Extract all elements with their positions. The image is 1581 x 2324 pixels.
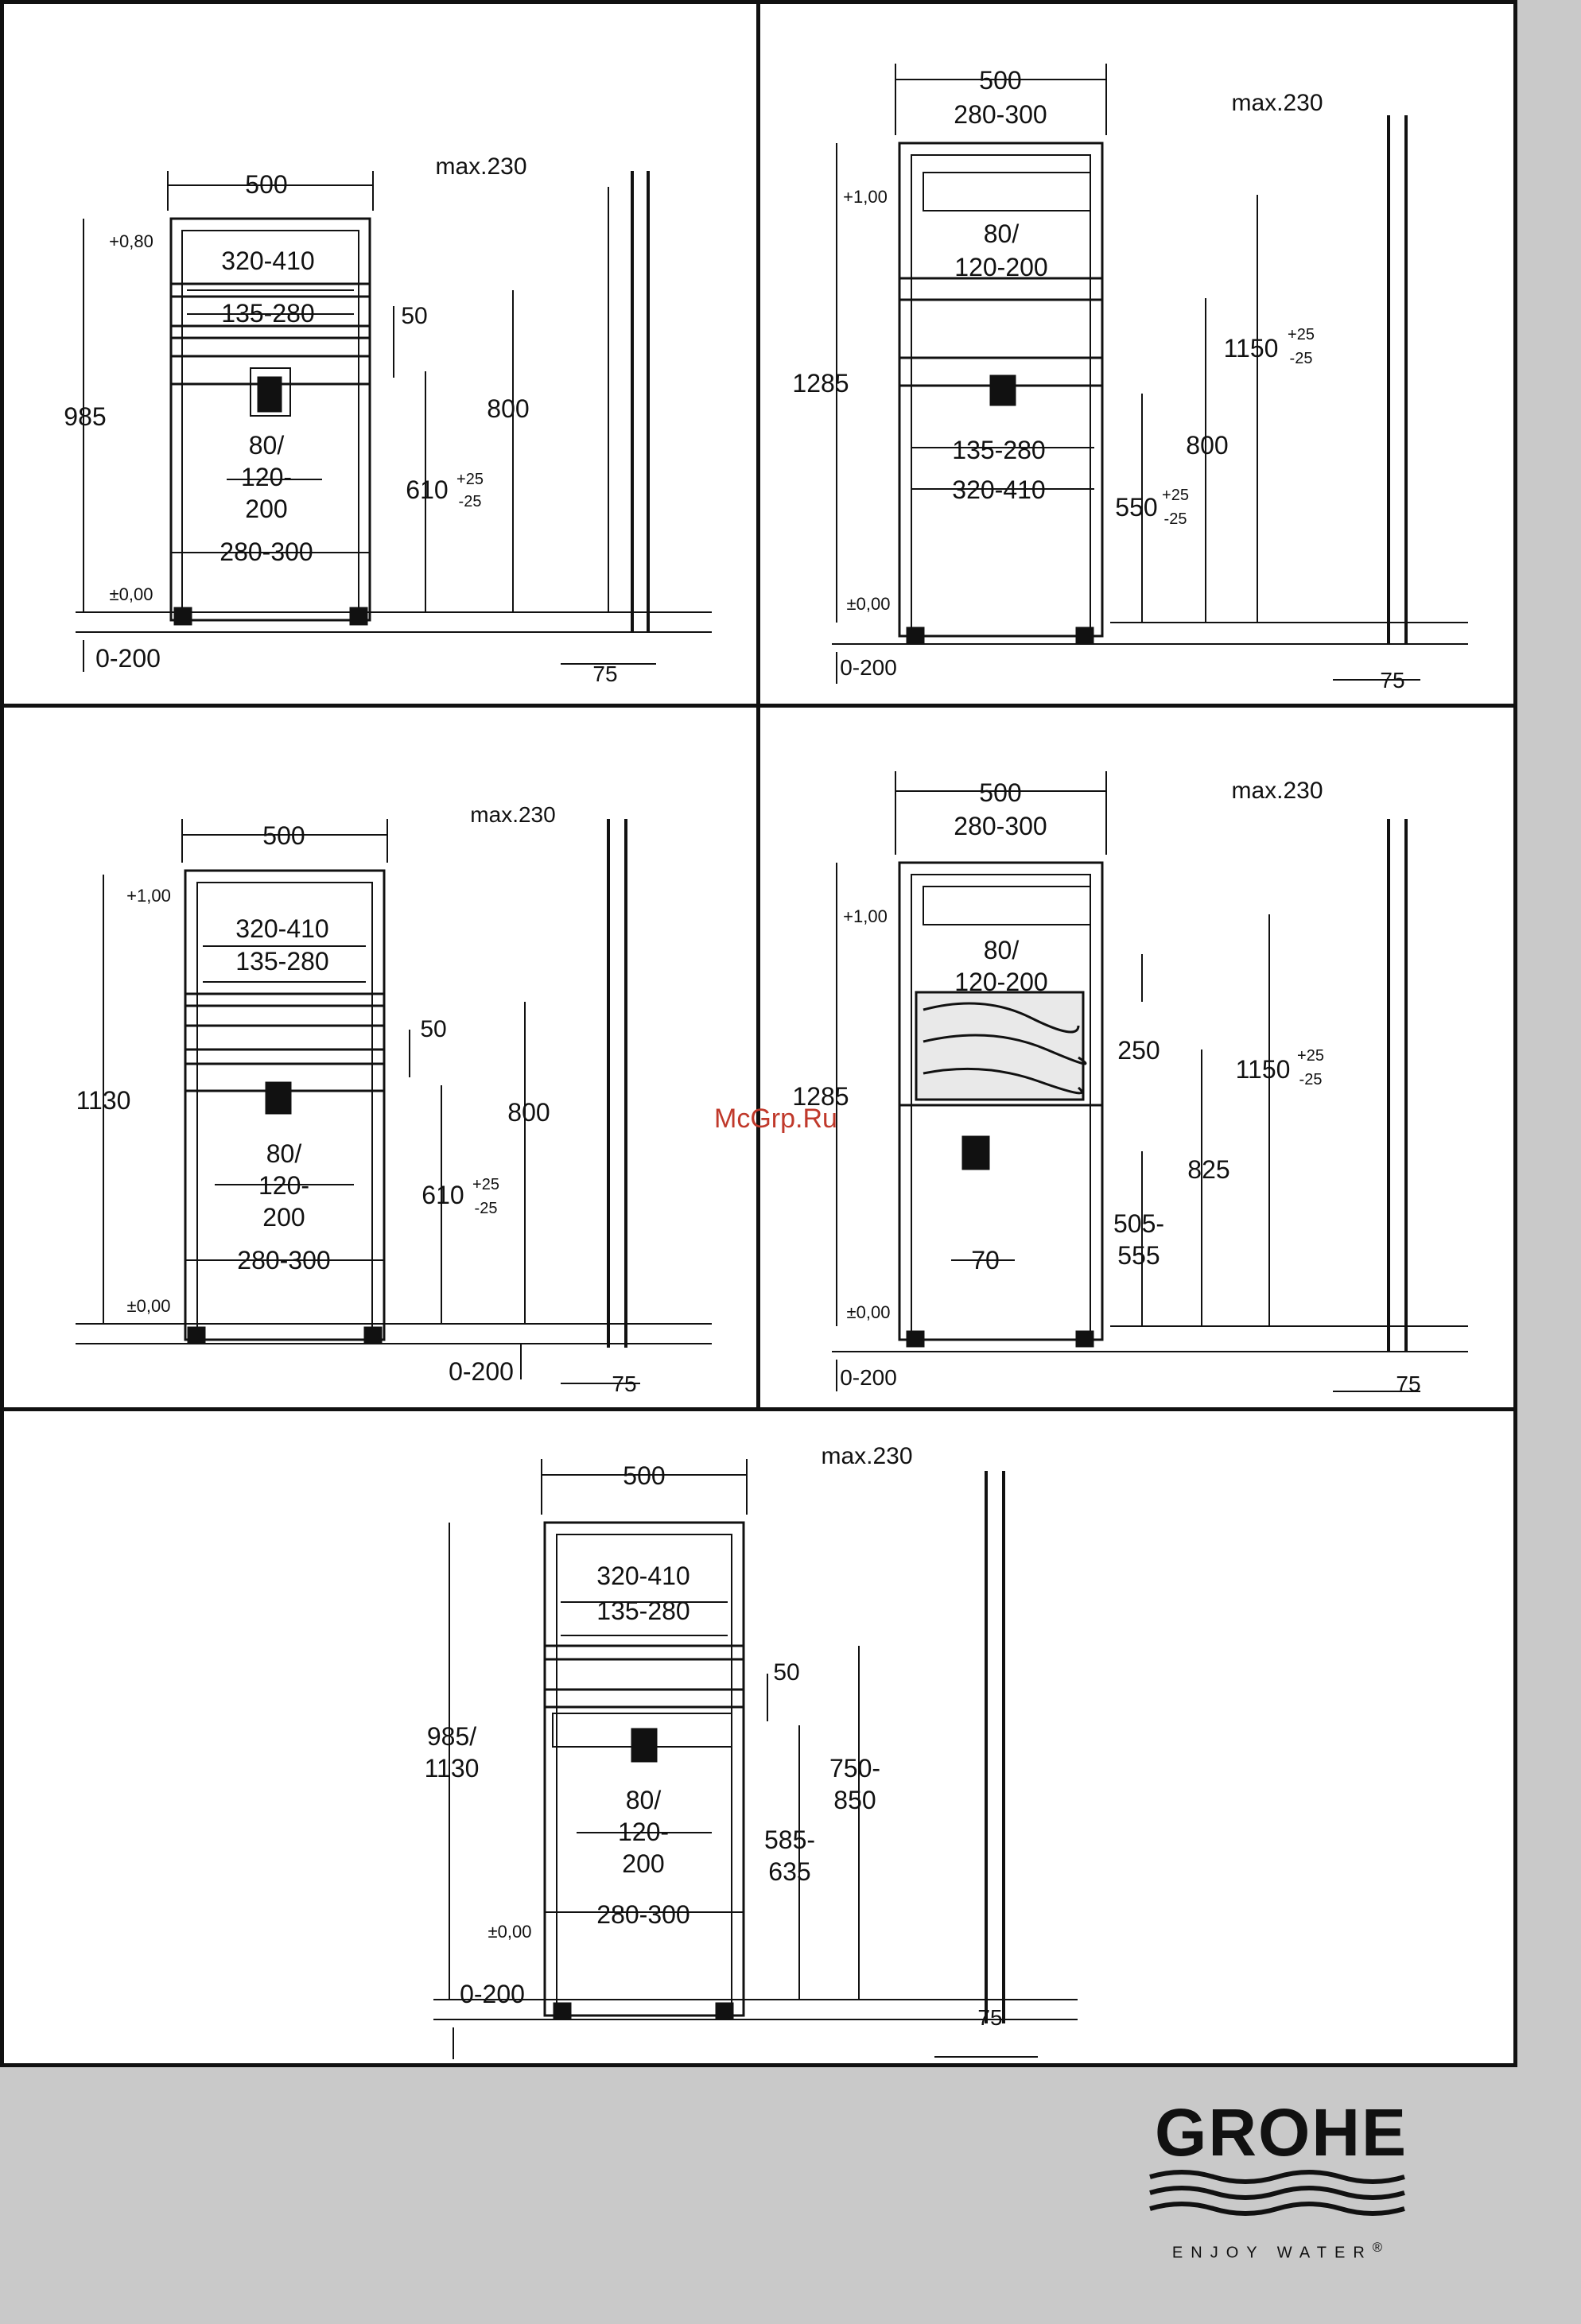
dim-floor-adjust: 0-200: [840, 655, 897, 680]
dim-frame-width: 500: [262, 821, 305, 850]
tol-plus: +25: [472, 1176, 499, 1193]
dim-offset-50: 50: [420, 1016, 447, 1042]
dim-connection-1: 80/: [983, 219, 1020, 248]
dim-max-depth: max.230: [1231, 778, 1323, 804]
panel-d: [756, 704, 1517, 1411]
tol-minus: -25: [1299, 1071, 1323, 1088]
dim-height-750-a: 750-: [829, 1754, 881, 1783]
brand-tagline-row: [1134, 2240, 1428, 2263]
dim-frame-width: 500: [979, 66, 1022, 95]
tol-minus: -25: [474, 1200, 498, 1217]
dim-upper-spacing: 135-280: [596, 1597, 690, 1625]
dim-offset-50: 50: [401, 303, 428, 329]
level-top: +1,00: [843, 187, 888, 207]
tol-plus: +25: [1297, 1047, 1324, 1065]
frame-drawing-a: [4, 4, 760, 708]
dim-floor-adjust: 0-200: [95, 644, 161, 673]
level-zero: ±0,00: [126, 1296, 171, 1316]
tol-plus-1150: +25: [1288, 326, 1315, 343]
dim-frame-width: 500: [623, 1461, 666, 1490]
dim-depth-75: 75: [1396, 1372, 1421, 1396]
dim-total-height-b: 1130: [424, 1754, 480, 1783]
level-top: +1,00: [126, 886, 171, 906]
tol-minus-1150: -25: [1289, 350, 1313, 367]
dim-height-610: 610: [421, 1181, 464, 1209]
tol-plus-550: +25: [1162, 487, 1189, 504]
dim-foot-width: 280-300: [219, 537, 313, 566]
dim-connection-2: 120-200: [954, 968, 1048, 996]
dim-height-800: 800: [1186, 431, 1229, 460]
dim-total-height: 985: [64, 402, 107, 431]
dim-height-585-b: 635: [768, 1857, 811, 1886]
dim-height-1150: 1150: [1235, 1055, 1291, 1084]
frame-drawing-b: [760, 4, 1517, 708]
level-zero: ±0,00: [109, 584, 153, 604]
registered-mark: ®: [1372, 2240, 1391, 2255]
dim-height-825: 825: [1187, 1155, 1230, 1184]
dim-inner-width: 280-300: [954, 100, 1047, 129]
dim-height-550: 550: [1115, 493, 1158, 522]
level-zero: ±0,00: [846, 594, 891, 614]
dim-depth-75: 75: [1380, 668, 1405, 693]
panel-e: [0, 1407, 1517, 2067]
dim-floor-adjust: 0-200: [449, 1357, 514, 1386]
watermark: McGrp.Ru: [714, 1104, 837, 1134]
dim-connection-2: 120-: [617, 1818, 670, 1846]
dim-total-height: 1285: [792, 369, 849, 398]
dim-connection-1: 80/: [266, 1139, 302, 1168]
dim-total-height: 1130: [76, 1086, 131, 1115]
waves-icon: [1134, 2166, 1428, 2221]
dim-connection-3: 200: [262, 1203, 305, 1232]
dim-height-1150: 1150: [1223, 334, 1279, 363]
dim-max-depth: max.230: [821, 1443, 913, 1469]
dim-height-610: 610: [406, 475, 449, 504]
tol-minus-550: -25: [1163, 510, 1187, 528]
panel-a: [0, 0, 760, 708]
frame-drawing-c: [4, 708, 760, 1411]
frame-drawing-e: [4, 1411, 1517, 2067]
dim-height-800: 800: [507, 1098, 550, 1127]
dim-upper-width: 320-410: [235, 914, 329, 943]
level-zero: ±0,00: [846, 1302, 891, 1322]
dim-inner-width: 280-300: [954, 812, 1047, 840]
dim-total-height: 1285: [792, 1082, 849, 1111]
brand-tagline: ENJOY WATER: [1171, 2244, 1373, 2262]
dim-height-800: 800: [487, 394, 530, 423]
dim-connection-2: 120-: [258, 1171, 310, 1200]
dim-upper-spacing: 135-280: [235, 947, 329, 976]
dim-upper-spacing: 135-280: [221, 299, 315, 328]
dim-depth-75: 75: [612, 1372, 637, 1396]
dim-max-depth: max.230: [435, 153, 527, 180]
dim-height-585-a: 585-: [763, 1825, 816, 1854]
dim-connection-2: 120-200: [954, 253, 1048, 281]
dim-depth-75: 75: [592, 662, 618, 686]
panel-c: [0, 704, 760, 1411]
dim-upper-width: 320-410: [596, 1562, 690, 1590]
dim-height-505-a: 505-: [1113, 1209, 1165, 1238]
dim-connection-3: 200: [622, 1849, 665, 1878]
level-top: +1,00: [843, 906, 888, 926]
level-zero: ±0,00: [488, 1922, 532, 1942]
dim-floor-adjust: 0-200: [460, 1980, 525, 2008]
dim-connection-1: 80/: [983, 936, 1020, 964]
dim-depth-75: 75: [977, 2005, 1003, 2030]
dim-lower-spacing: 135-280: [952, 436, 1046, 464]
dim-connection-1: 80/: [248, 431, 285, 460]
dim-offset-50: 50: [773, 1659, 800, 1686]
dim-max-depth: max.230: [1231, 90, 1323, 116]
brand-name: GROHE: [1154, 2095, 1408, 2170]
dim-connection-2: 120-: [240, 463, 293, 491]
dim-upper-width: 320-410: [221, 246, 315, 275]
dim-floor-adjust: 0-200: [840, 1365, 897, 1390]
dim-height-750-b: 850: [833, 1786, 876, 1814]
tol-plus: +25: [456, 471, 484, 488]
dim-frame-width: 500: [979, 778, 1022, 807]
dim-frame-width: 500: [245, 170, 288, 199]
dim-height-505-b: 555: [1117, 1241, 1160, 1270]
dim-height-250: 250: [1117, 1036, 1160, 1065]
dim-foot-width: 280-300: [237, 1246, 331, 1275]
dim-foot-width: 280-300: [596, 1900, 690, 1929]
dim-connection-3: 200: [245, 495, 288, 523]
dim-offset-70: 70: [971, 1246, 1000, 1275]
grohe-logo: [1134, 2095, 1428, 2263]
panel-b: [756, 0, 1517, 708]
tol-minus: -25: [458, 493, 482, 510]
frame-drawing-d: [760, 708, 1517, 1411]
dim-max-depth: max.230: [470, 802, 556, 827]
level-top: +0,80: [109, 231, 153, 251]
gray-side-strip: [1517, 0, 1581, 2324]
dim-lower-width: 320-410: [952, 475, 1046, 504]
dim-connection-1: 80/: [625, 1786, 662, 1814]
dim-total-height-a: 985/: [426, 1722, 477, 1751]
